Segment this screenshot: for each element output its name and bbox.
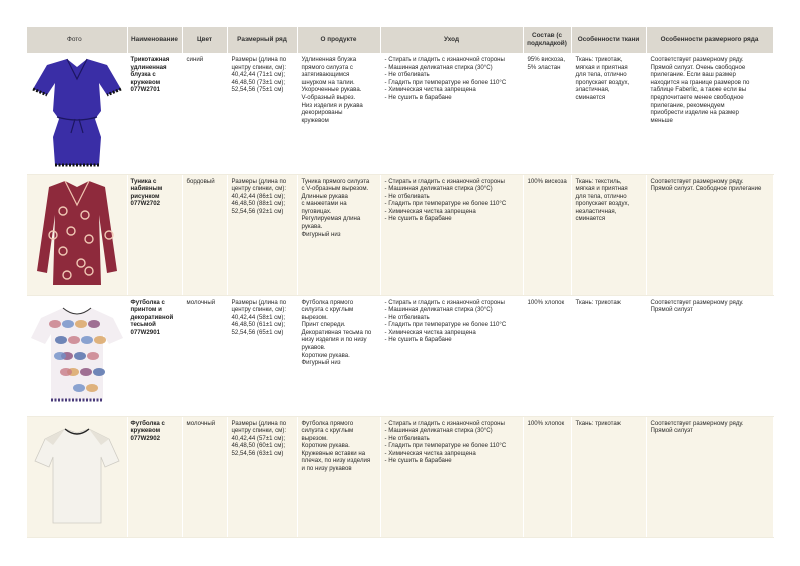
fit-line: Соответствует размерному ряду. [650, 56, 744, 63]
fit-line: Прямой силуэт. Свободное прилегание [650, 185, 762, 193]
print-motif [87, 352, 99, 360]
product-sku: 077W2702 [130, 200, 160, 208]
product-color: молочный [186, 419, 216, 427]
sizes-line: центру спинки, см): [231, 306, 287, 314]
about-line: низу изделия и по низу [301, 336, 367, 344]
about-line: Короткие рукава. [301, 351, 350, 359]
product-composition-cell [523, 53, 571, 174]
care-line: - Машинная деликатная стирка (30°С) [384, 427, 493, 435]
print-motif [74, 352, 86, 360]
fabric-line: пропускает воздух, [575, 200, 630, 208]
header-sizes: Размерный ряд [227, 27, 297, 53]
fit-line: Соответствует размерному ряду. [650, 177, 744, 185]
fit-line: Прямой силуэт. Очень свободное [650, 63, 746, 71]
about-line: Кружевные вставки на [301, 449, 366, 457]
product-composition-cell [523, 416, 571, 537]
sizes-line: 46,48,50 (61±1 см); [231, 321, 286, 329]
product-fit-cell [646, 295, 773, 416]
about-line: Низ изделия и рукава [301, 101, 363, 109]
care-line: - Химическая чистка запрещена [384, 207, 476, 215]
fit-line: таблице Faberlic, а также если вы [650, 86, 747, 94]
product-photo [27, 417, 127, 538]
table-row [27, 416, 773, 537]
composition-line: 100% хлопок [527, 298, 565, 306]
fabric-line: для тела, отлично [575, 192, 627, 200]
product-care-cell [380, 416, 523, 537]
product-about-cell [297, 295, 380, 416]
sizes-line: центру спинки, см): [231, 63, 287, 71]
product-photo-cell [27, 53, 127, 174]
composition-line: 100% вискоза [527, 177, 567, 185]
product-fabric [572, 53, 646, 102]
print-motif [49, 320, 61, 328]
product-color: синий [186, 56, 204, 63]
product-sizes [228, 175, 297, 216]
product-sizes-cell [227, 295, 297, 416]
product-about [298, 175, 380, 239]
about-line: затягивающимся [301, 71, 350, 79]
about-line: с V-образным вырезом. [301, 185, 369, 193]
header-fit: Особенности размерного ряда [646, 27, 773, 53]
print-motif [60, 368, 72, 376]
product-composition [524, 175, 571, 186]
fabric-line: мягкая и приятная [575, 185, 628, 193]
product-fabric-cell [571, 416, 646, 537]
print-motif [88, 320, 100, 328]
product-sizes-cell [227, 174, 297, 295]
header-fabric: Особенности ткани [571, 27, 646, 53]
header-about: О продукте [297, 27, 380, 53]
garment-illustration [27, 53, 127, 174]
product-sku: 077W2701 [130, 86, 160, 94]
about-line: Удлиненная блузка [301, 56, 357, 63]
product-name: Туника с набивным рисунком [130, 177, 163, 200]
sizes-line: 40,42,44 (57±1 см); [231, 434, 286, 442]
about-line: Декоративная тесьма по [301, 328, 372, 336]
product-table [27, 27, 774, 538]
care-line: - Не сушить в барабане [384, 457, 452, 465]
product-photo [27, 296, 127, 417]
sizes-line: 40,42,44 (86±1 см); [231, 192, 286, 200]
about-line: рукавов. [301, 344, 326, 352]
product-sizes-cell [227, 53, 297, 174]
tshirt-shape [35, 429, 119, 523]
fabric-line: Ткань: трикотаж, [575, 56, 623, 63]
about-line: прямого силуэта с [301, 63, 353, 71]
about-line: Регулируемая длина [301, 215, 361, 223]
care-line: - Не сушить в барабане [384, 93, 452, 101]
product-sku: 077W2901 [130, 328, 160, 336]
care-line: - Гладить при температуре не более 110°С [384, 321, 507, 329]
product-name: Футболка с кружевом [130, 419, 165, 435]
table-row [27, 53, 773, 174]
fit-line: Соответствует размерному ряду. [650, 419, 744, 427]
about-line: Принт спереди. [301, 321, 346, 329]
product-sizes [228, 296, 297, 337]
product-care [381, 296, 523, 345]
table-row [27, 174, 773, 295]
product-fabric-cell [571, 174, 646, 295]
header-composition: Состав (с подкладкой) [523, 27, 571, 53]
fabric-line: Ткань: текстиль, [575, 177, 622, 185]
about-line: Фигурный низ [301, 230, 341, 238]
about-line: Фигурный низ [301, 359, 341, 367]
sizes-line: центру спинки, см): [231, 427, 287, 435]
product-fit [647, 296, 773, 314]
product-name-cell [127, 295, 182, 416]
product-fit-cell [646, 174, 773, 295]
product-fit [647, 175, 773, 193]
product-care-cell [380, 295, 523, 416]
fabric-line: эластичная, [575, 86, 610, 94]
product-fit [647, 417, 773, 435]
fabric-line: пропускает воздух, [575, 78, 630, 86]
product-fabric [572, 175, 646, 224]
care-line: - Химическая чистка запрещена [384, 328, 476, 336]
print-motif [86, 384, 98, 392]
care-line: - Стирать и гладить с изнаночной стороны [384, 419, 505, 427]
composition-line: 5% эластан [527, 63, 561, 71]
care-line: - Не отбеливать [384, 192, 430, 200]
care-line: - Химическая чистка запрещена [384, 449, 476, 457]
garment-illustration [27, 175, 127, 296]
product-care-cell [380, 174, 523, 295]
fit-line: предпочитаете менее свободное [650, 93, 744, 101]
product-fit [647, 53, 773, 124]
fit-line: прилегание, рекомендуем [650, 101, 725, 109]
composition-line: 100% хлопок [527, 419, 565, 427]
product-sizes [228, 417, 297, 458]
product-sizes-cell [227, 416, 297, 537]
sizes-line: 40,42,44 (71±1 см); [231, 71, 286, 79]
care-line: - Стирать и гладить с изнаночной стороны [384, 56, 505, 63]
product-fit-cell [646, 53, 773, 174]
about-line: силуэта с круглым [301, 427, 354, 435]
sizes-line: 40,42,44 (58±1 см); [231, 313, 286, 321]
about-line: шнурком на талии. [301, 78, 355, 86]
product-care-cell [380, 53, 523, 174]
product-photo [27, 175, 127, 296]
sizes-line: Размеры (длина по [231, 56, 287, 63]
print-motif [55, 336, 67, 344]
sizes-line: 52,54,56 (92±1 см) [231, 207, 284, 215]
product-composition [524, 296, 571, 307]
print-motif [93, 368, 105, 376]
about-line: рукава. [301, 223, 323, 231]
product-name-cell [127, 174, 182, 295]
print-motif [94, 336, 106, 344]
fabric-line: сминается [575, 215, 606, 223]
care-line: - Машинная деликатная стирка (30°С) [384, 306, 493, 314]
care-line: - Гладить при температуре не более 110°С [384, 78, 507, 86]
sizes-line: 52,54,56 (65±1 см) [231, 328, 284, 336]
fit-line: находится на границе размеров по [650, 78, 750, 86]
fit-line: Прямой силуэт [650, 427, 693, 435]
product-about-cell [297, 416, 380, 537]
print-motif [68, 336, 80, 344]
product-care [381, 175, 523, 224]
product-name-cell [127, 416, 182, 537]
about-line: Длинные рукава [301, 192, 348, 200]
blouse-shape [33, 59, 121, 165]
print-motif [73, 384, 85, 392]
product-composition-cell [523, 174, 571, 295]
table-row [27, 295, 773, 416]
fit-line: приобрести изделие на размер [650, 109, 739, 117]
about-line: Футболка прямого [301, 298, 354, 306]
header-color: Цвет [182, 27, 227, 53]
product-name: Футболка с принтом и декоративной тесьмой [130, 298, 174, 329]
about-line: Короткие рукава. [301, 442, 350, 450]
sizes-line: Размеры (длина по [231, 177, 287, 185]
fabric-line: для тела, отлично [575, 71, 627, 79]
product-photo [27, 53, 127, 174]
product-about-cell [297, 53, 380, 174]
care-line: - Машинная деликатная стирка (30°С) [384, 185, 493, 193]
product-fabric-cell [571, 295, 646, 416]
about-line: вырезом. [301, 313, 328, 321]
product-about [298, 296, 380, 367]
about-line: декорированы [301, 109, 343, 117]
product-photo-cell [27, 416, 127, 537]
product-composition [524, 417, 571, 428]
garment-illustration [27, 296, 127, 417]
about-line: и по низу рукавов [301, 465, 352, 473]
product-about [298, 53, 380, 124]
care-line: - Стирать и гладить с изнаночной стороны [384, 298, 505, 306]
fabric-line: Ткань: трикотаж [575, 419, 621, 427]
product-composition [524, 53, 571, 71]
sizes-line: 52,54,56 (63±1 см) [231, 449, 284, 457]
product-fabric-cell [571, 53, 646, 174]
product-name-cell [127, 53, 182, 174]
about-line: плечах, по низу изделия [301, 457, 371, 465]
product-about-cell [297, 174, 380, 295]
fit-line: прилегание. Если ваш размер [650, 71, 736, 79]
product-name: Трикотажная удлиненная блузка с кружевом [130, 56, 170, 86]
care-line: - Химическая чистка запрещена [384, 86, 476, 94]
product-photo-cell [27, 174, 127, 295]
fit-line: меньше [650, 116, 673, 124]
print-motif [81, 336, 93, 344]
care-line: - Не отбеливать [384, 434, 430, 442]
care-line: - Машинная деликатная стирка (30°С) [384, 63, 493, 71]
product-fabric [572, 417, 646, 428]
product-care [381, 53, 523, 102]
fabric-line: Ткань: трикотаж [575, 298, 621, 306]
product-color-cell [182, 53, 227, 174]
care-line: - Не отбеливать [384, 313, 430, 321]
fabric-line: сминается [575, 93, 606, 101]
fabric-line: неэластичная, [575, 207, 617, 215]
about-line: пуговицах. [301, 207, 332, 215]
print-motif [75, 320, 87, 328]
about-line: V-образный вырез. [301, 93, 356, 101]
print-motif [80, 368, 92, 376]
product-color: бордовый [186, 177, 215, 185]
garment-illustration [27, 417, 127, 538]
care-line: - Не сушить в барабане [384, 215, 452, 223]
sizes-line: 46,48,50 (88±1 см); [231, 200, 286, 208]
fit-line: Прямой силуэт [650, 306, 693, 314]
product-color-cell [182, 416, 227, 537]
print-motif [54, 352, 66, 360]
product-fabric [572, 296, 646, 307]
sizes-line: центру спинки, см): [231, 185, 287, 193]
product-photo-cell [27, 295, 127, 416]
sizes-line: 46,48,50 (60±1 см); [231, 442, 286, 450]
fit-line: Соответствует размерному ряду. [650, 298, 744, 306]
product-table-page [27, 27, 773, 538]
sizes-line: Размеры (длина по [231, 298, 287, 306]
header-photo: Фото [27, 27, 127, 53]
header-care: Уход [380, 27, 523, 53]
about-line: кружевом [301, 116, 329, 124]
care-line: - Гладить при температуре не более 110°С [384, 200, 507, 208]
product-composition-cell [523, 295, 571, 416]
product-color-cell [182, 295, 227, 416]
product-sku: 077W2902 [130, 434, 160, 442]
fabric-line: мягкая и приятная [575, 63, 628, 71]
about-line: Укороченные рукава. [301, 86, 362, 94]
about-line: с манжетами на [301, 200, 347, 208]
product-color-cell [182, 174, 227, 295]
header-name: Наименование [127, 27, 182, 53]
care-line: - Гладить при температуре не более 110°С [384, 442, 507, 450]
about-line: Туника прямого силуэта [301, 177, 370, 185]
table-header-row [27, 27, 773, 53]
sizes-line: 52,54,56 (75±1 см) [231, 86, 284, 94]
product-color: молочный [186, 298, 216, 306]
sizes-line: Размеры (длина по [231, 419, 287, 427]
care-line: - Не сушить в барабане [384, 336, 452, 344]
care-line: - Не отбеливать [384, 71, 430, 79]
product-fit-cell [646, 416, 773, 537]
sizes-line: 46,48,50 (73±1 см); [231, 78, 286, 86]
product-about [298, 417, 380, 473]
about-line: силуэта с круглым [301, 306, 354, 314]
product-care [381, 417, 523, 466]
care-line: - Стирать и гладить с изнаночной стороны [384, 177, 505, 185]
product-sizes [228, 53, 297, 94]
print-motif [62, 320, 74, 328]
composition-line: 95% вискоза, [527, 56, 566, 63]
about-line: Футболка прямого [301, 419, 354, 427]
about-line: вырезом. [301, 434, 328, 442]
